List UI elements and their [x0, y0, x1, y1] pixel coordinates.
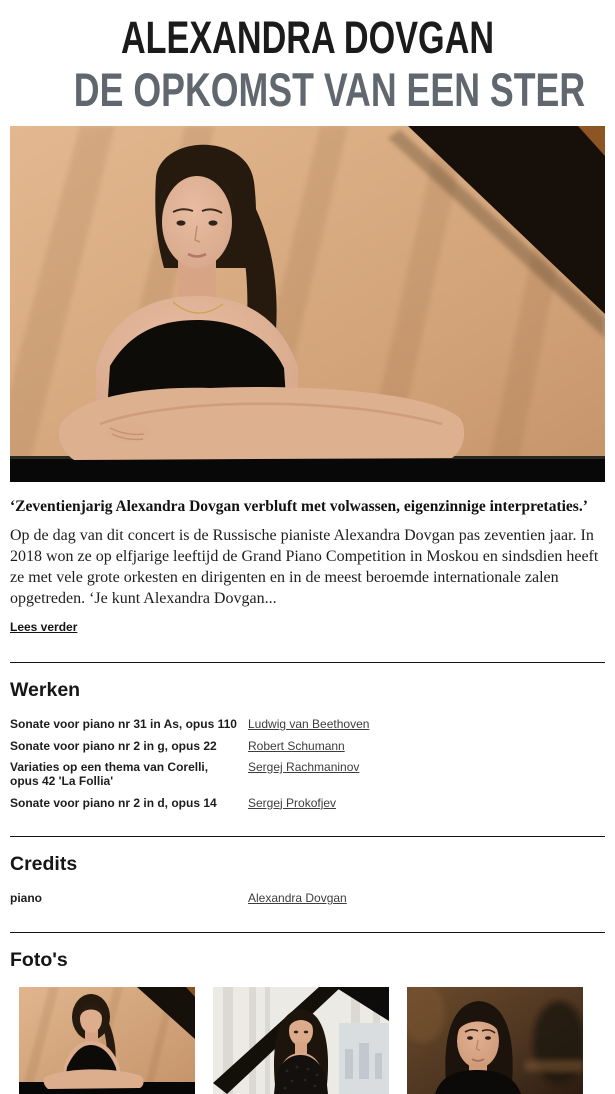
concert-page — [0, 12, 615, 1094]
read-more-link[interactable]: Lees verder — [10, 620, 78, 635]
photo-thumbnail-1[interactable] — [19, 987, 195, 1094]
work-composer-link[interactable]: Ludwig van Beethoven — [248, 717, 370, 732]
page-subtitle: DE OPKOMST VAN EEN STER — [73, 62, 586, 116]
photo-3-illustration — [407, 987, 583, 1094]
photos-section — [0, 949, 615, 1094]
section-divider — [10, 932, 605, 933]
photo-2-illustration — [213, 987, 389, 1094]
section-divider — [10, 836, 605, 837]
credits-section — [0, 853, 615, 905]
credit-role: piano — [10, 891, 42, 906]
works-heading: Werken — [10, 679, 81, 702]
hero-photo — [10, 126, 605, 482]
photo-1-illustration — [19, 987, 195, 1094]
work-row — [10, 739, 605, 753]
intro-paragraph: Op de dag van dit concert is de Russische pianiste Alexandra Dovgan pas zeventien jaar. In 2018 won ze op elfjarige leeftijd de Grand Piano Competition in Moskou en sindsdien heeft ze met vele grote orkesten en dirigenten en in de meest beroemde internationale zalen opgetreden. ‘Je kunt Alexandra Dovgan... — [10, 527, 599, 608]
credit-row — [10, 891, 605, 905]
section-divider — [10, 662, 605, 663]
work-composer-link[interactable]: Robert Schumann — [248, 738, 345, 753]
work-composer-link[interactable]: Sergej Prokofjev — [248, 795, 337, 810]
work-composer-link[interactable]: Sergej Rachmaninov — [248, 760, 360, 775]
photos-heading: Foto's — [10, 948, 68, 971]
work-row — [10, 796, 605, 810]
credits-list — [10, 891, 605, 905]
work-title: Sonate voor piano nr 2 in g, opus 22 — [10, 738, 217, 753]
work-title: Sonate voor piano nr 2 in d, opus 14 — [10, 795, 217, 810]
work-row — [10, 760, 605, 789]
hero-photo-illustration — [10, 126, 605, 482]
photo-thumbnail-2[interactable] — [213, 987, 389, 1094]
credit-artist-link[interactable]: Alexandra Dovgan — [248, 891, 347, 906]
work-title: Sonate voor piano nr 31 in As, opus 110 — [10, 717, 237, 732]
page-title: ALEXANDRA DOVGAN — [120, 12, 495, 63]
photo-thumbnail-3[interactable] — [407, 987, 583, 1094]
photo-strip — [19, 987, 605, 1094]
work-title: Variaties op een thema van Corelli, opus 42 'La Follia' — [10, 760, 209, 789]
work-row — [10, 717, 605, 731]
page-header — [0, 12, 615, 116]
works-section — [0, 679, 615, 810]
works-list — [10, 717, 605, 810]
review-quote: ‘Zeventienjarig Alexandra Dovgan verbluft met volwassen, eigenzinnige interpretaties.’ — [10, 497, 588, 515]
credits-heading: Credits — [10, 853, 78, 876]
